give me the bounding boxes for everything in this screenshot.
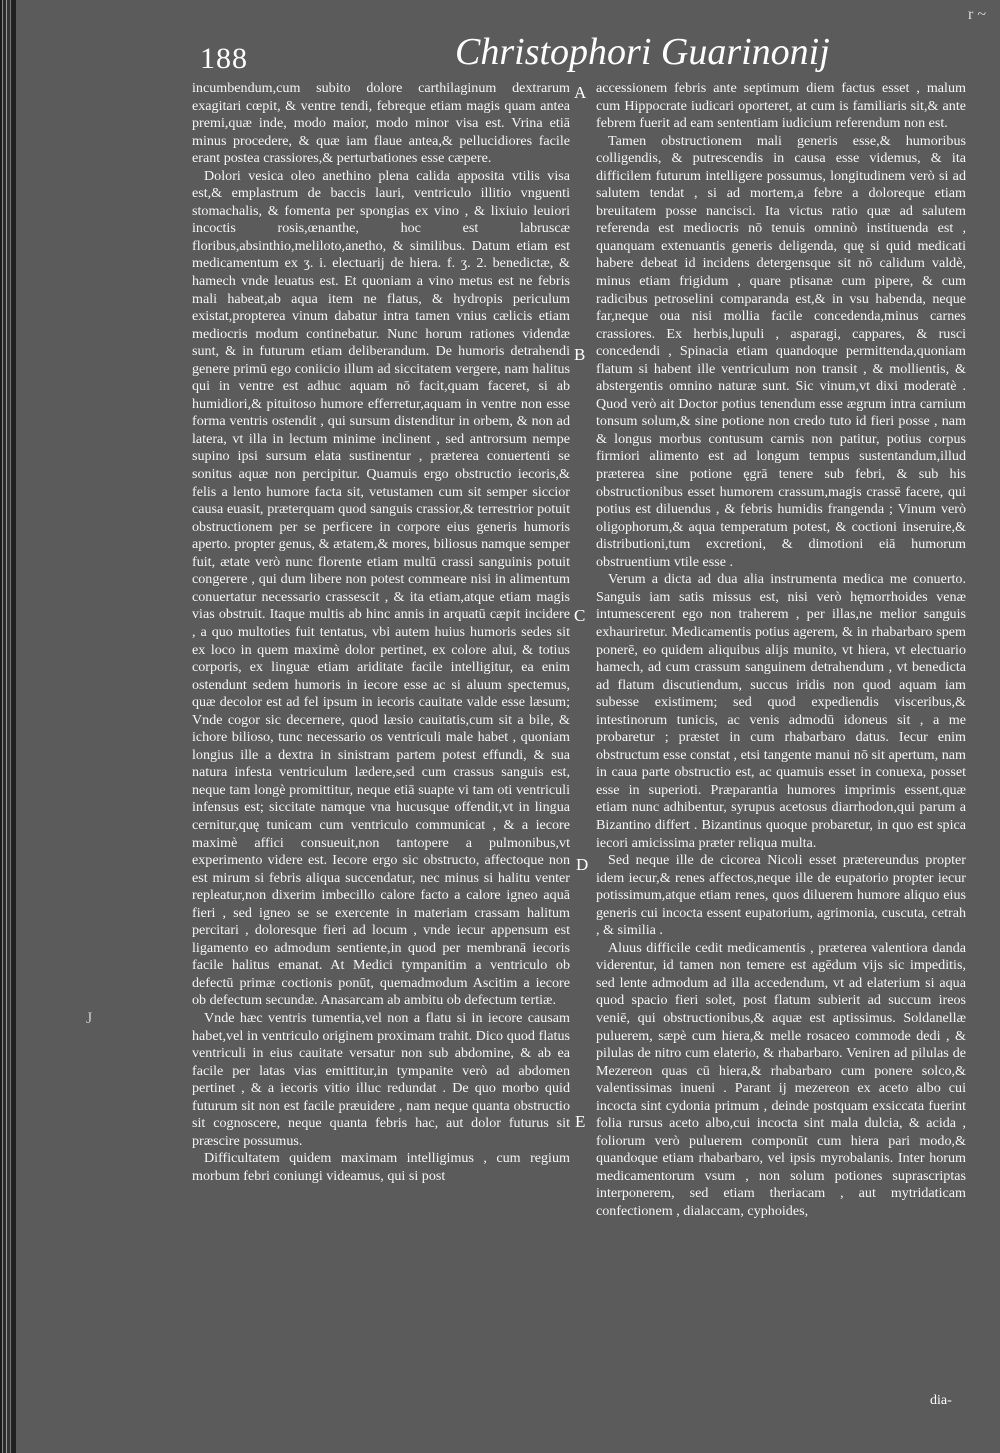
page-number: 188 xyxy=(200,42,248,75)
paragraph: Dolori vesica oleo anethino plena calida apposita vtilis visa est,& emplastrum de baccis lauri, ventriculo illitio vnguenti stomachalis, & fomenta per spongias ex vino , & lixiuio leuiori incoctis rosis,œnanthe, hoc est labruscæ floribus,absinthio,meliloto,anetho, & similibus. Datum etiam est medicamentum ex ʒ. i. electuarij de hiera. f. ʒ. 2. benedictæ, & hamech vnde leuatus est. Et quoniam a vino metus est ne febris mali habeat,ab aqua item ne flatus, & hydropis periculum existat,propterea vinum dabatur intra tamen vnius cælicis etiam mediocris modum continebatur. Nunc horum rationes videndæ sunt, & in futurum etiam deliberandum. De humoris detrahendi genere primū ego coniicio illum ad siccitatem vergere, nam halitus qui in ventre est adhuc aquam nō facit,quam faceret, si ab humidiori,& pituitoso humore efferretur,aquam in ventre non esse forma ventris ostendit , qui sursum distenditur in orbem, & non ad latera, vt illa in lectum minime inclinent , sed antrorsum nempe supino ipsi sursum elata sustinentur , præterea conuertenti se sonitus aquæ non percipitur. Quamuis ergo obstructio iecoris,& felis a lento humore facta sit, vetustamen cum sit semper siccior causa euasit, præterquam quod sanguis crassior,& terrestrior potuit obstructionem per se perficere in corpore eius generis humoris aperto. propter genus, & ætatem,& mores, biliosus namque semper fuit, ætate verò nunc florente etiam multū crassi sanguinis potuit congerere , qui dum libere non potest commeare nisi in alimentum conuertatur necessario crassescit , & ita etiam,atque etiam magis vias obstruit. Itaque multis ab hinc annis in arquatū cæpit incidere , a quo multoties fuit tentatus, vbi autem huius humoris sedes sit ex loco in quem maximè dolor pertinet, ex colore alui, & totius corporis, ex linguæ etiam ariditate facile intelligitur, ea enim ostendunt sedem humoris in iecore esse ac si aluum spectemus, quæ decolor est ad fel ipsum in iecoris cauitate valde esse læsum; Vnde cogor sic decernere, quod læsio cauitatis,cum sit a bile, & ichore bilioso, tunc necessario os ventriculi male habet , quoniam longius ille a dextra in sinistram partem potest effundi, & sua natura infesta ventriculum lædere,sed cum crassus sanguis est, neque tam longè promittitur, neque etiā suapte vi tam oti ventriculi infensus est; siccitate namque vna hucusque offendit,vt in lingua cernitur,quę tunicam cum ventriculo communicat , & a iecore maximè affici consueuit,non tantopere a pulmonibus,vt experimento videre est. Iecore ergo sic obstructo, affectoque non est mirum si febris aliqua succendatur, nec minus si halitu venter repleatur,non dixerim imbecillo calore facto a calore igneo aquā fieri , sed igneo se se exercente in materiam crassam halitum percitari , doloresque fieri ad locum , vnde iecur appensum est ligamento eo admodum sentiente,in quod per membranā iecoris facile halitus emanat. At Medici tympanitim a ventriculo ob defectū primæ coctionis ponūt, quemadmodum Ascitim a iecore ob defectum secundæ. Anasarcam ab ambitu ob defectum tertiæ. xyxy=(192,167,570,1009)
paragraph: accessionem febris ante septimum diem factus esset , malum cum Hippocrate iudicari oporteret, at cum is familiaris sit,& ante febrem fuerit ad eam sententiam iudicium referendum non est. xyxy=(596,80,966,132)
paragraph: Tamen obstructionem mali generis esse,& humoribus colligendis, & putrescendis in causa esse videmus, & ita difficilem futurum intelligere possumus, longitudinem verò si ad salutem tendat , si ad mortem,a febre a doloreque etiam breuitatem posse nancisci. Ita victus ratio quæ ad salutem referenda est mediocris nō tenuis omninò instituenda est , quanquam extenuantis generis deligenda, quę si quid medicati habere debeat id incidens detergensque sit nō calidum valdè, minus etiam frigidum , quare ptisanæ cum pipere, & cum radicibus petroselini comparanda est,& in vsu habenda, neque far,neque oua nisi mollia facile concedenda,minus carnes crassiores. Ex herbis,lupuli , asparagi, cappares, & rusci concedendi , Spinacia etiam quandoque permittenda,quoniam flatum si habent ille ventriculum non transit , & mollientis, & abstergentis omnino naturæ sunt. Sic vinum,vt dixi moderatè . Quod verò ait Doctor potius tenendum esse ægrum intra carnium tonsum solum,& sine potione non credo tuto id fieri posse , nam & longus morbus contusum carnis non patitur, potius corpus firmiori alimento est ad longum tempus sustentandum,illud præterea sine potione ęgrā tenere sub febri, & sub his obstructionibus esset humorem crassum,magis crassē facere, qui potius est diluendus , & febris humidis frangenda ; Vinum verò oligophorum,& aqua temperatum potest, & coctioni inseruire,& distributioni,tum excretioni, & dimotioni eiā humorum obstruentium vtile esse . xyxy=(596,132,966,570)
paragraph: Difficultatem quidem maximam intelligimus , cum regium morbum febri coniungi videamus, qui si post xyxy=(192,1150,570,1184)
catchword: dia- xyxy=(930,1393,952,1408)
section-marker-d: D xyxy=(576,855,589,874)
running-head: Christophori Guarinonij xyxy=(455,31,830,73)
paragraph: Verum a dicta ad dua alia instrumenta medica me conuerto. Sanguis iam satis missus est, nisi verò hęmorrhoides venæ intumescerent ego non traherem , per illas,ne melior sanguis exhauriretur. Medicamentis potius agerem, & in rhabarbaro spem ponerē, eo quidem aliquibus alijs munito, vt hiera, vt electuario hamech, ad cum crassum sanguinem detrahendum , vt benedicta ad flatum discutiendum, succus iridis non quod aquam iam subesse existimem; sed quod expediendis visceribus,& intestinorum tunicis, ac venis admodū idoneus sit , a me probaretur ; præstet in cum rhabarbaro datus. Iecur enim obstructum esse constat , etsi tangente manui nō sit apertum, nam in caua parte obstructio est, ac quamuis esset in conuexa, posset esse in superioti. Præparantia humores imprimis essent,quæ etiam nunc adhibentur, syrupus acetosus diarrhodon,qui parum a Bizantino differt . Bizantinus quoque probaretur, in quo est spica iecori amicissima præter reliqua multa. xyxy=(596,571,966,851)
paragraph: Aluus difficile cedit medicamentis , præterea valentiora danda viderentur, id tamen non temere est agēdum vijs sic impeditis, sed lente admodum ad illa accedendum, vt ad elaterium si aqua quod spacio fieri solet, post flatum subierit ad succum ireos veniē, qui obstructionibus,& aquæ est aptissimus. Soldanellæ puluerem, sæpè cum hiera,& melle rosaceo commode dedi , & pilulas de nitro cum elaterio, & rhabarbaro. Veniren ad pilulas de Mezereon quas cū hiera,& rhabarbaro cum ponere solco,& valentissimas inueni . Parant ij mezereon ex aceto albo cui incocta sint cydonia primum , deinde postquam exsiccata fuerint folia rursus aceto albo,cui incocta sint mala dulcia, & acida , foliorum verò puluerem componūt cum hiera pari modo,& quandoque etiam rhabarbaro, vel ipsis myrobalanis. Inter horum medicamentorum vsum , non solum potiones suprascriptas interponerem, sed etiam theriacam , aut mytridaticam confectionem , dialaccam, cyphoides, xyxy=(596,939,966,1219)
paragraph: Vnde hæc ventris tumentia,vel non a flatu si in iecore causam habet,vel in ventriculo originem proximam trahit. Dico quod flatus ventriculi in eius cauitate versatur non sub abdomine, & ab ea facile per latas vias emittitur,in tympanite verò ad abdomen pertinet , & a iecoris vitio illuc redundat . De quo morbo quid futurum sit non est facile præuidere , nam neque quanta obstructio sit cognoscere, neque quanta febris hac, aut dolor futurus sit præscire possumus. xyxy=(192,1009,570,1149)
left-text-column xyxy=(192,80,570,1410)
section-marker-c: C xyxy=(574,606,586,625)
section-marker-a: A xyxy=(574,83,587,102)
corner-mark: r ~ xyxy=(968,6,986,23)
paragraph: incumbendum,cum subito dolore carthilaginum dextrarum exagitari cœpit, & ventre tendi, febreque etiam magis quam antea premi,quæ inde, modo maior, modo minor visa est. Vrina etiā minus procedere, & quæ iam flaue antea,& pellucidiores facile erant postea crassiores,& perturbationes esse cæpere. xyxy=(192,80,570,167)
right-text-column xyxy=(596,80,966,1410)
paragraph: Sed neque ille de cicorea Nicoli esset prætereundus propter idem iecur,& renes affectos,neque ille de eupatorio propter iecur potissimum,atque etiam renes, quos diluerem humore aliquo eius generis cui incocta essent eupatorium, agrimonia, cuscuta, cetrah , & similia . xyxy=(596,852,966,939)
section-marker-b: B xyxy=(574,345,586,364)
page-binding-edge xyxy=(0,0,16,1453)
section-marker-e: E xyxy=(575,1112,586,1131)
margin-tick: J xyxy=(86,1010,93,1027)
